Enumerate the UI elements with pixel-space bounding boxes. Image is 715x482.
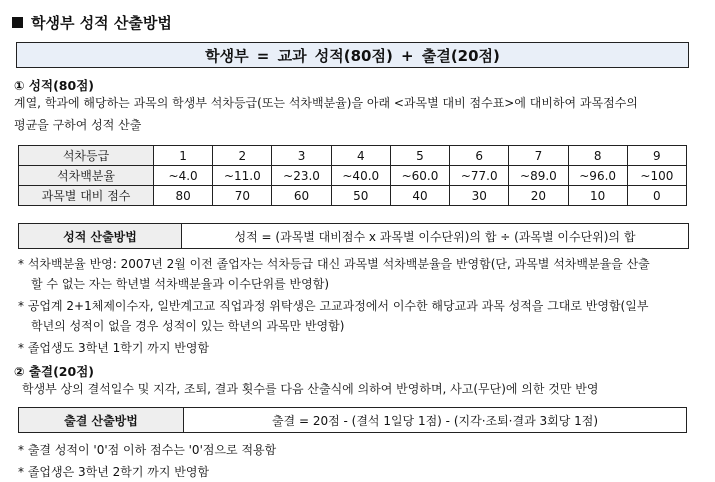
- table-cell: ~96.0: [568, 166, 627, 186]
- row-header: 석차등급: [19, 146, 154, 166]
- table-cell: 50: [331, 186, 390, 206]
- formula-text: 학생부 = 교과 성적(80점) + 출결(20점): [205, 46, 500, 65]
- table-cell: ~60.0: [390, 166, 449, 186]
- table-cell: 2: [213, 146, 272, 166]
- table-cell: 80: [154, 186, 213, 206]
- row-header: 과목별 대비 점수: [19, 186, 154, 206]
- table-cell: ~77.0: [450, 166, 509, 186]
- table-cell: 10: [568, 186, 627, 206]
- section2-heading: ② 출결(20점): [14, 364, 94, 379]
- table-cell: 70: [213, 186, 272, 206]
- table-cell: 8: [568, 146, 627, 166]
- section1-desc-line1: 계열, 학과에 해당하는 과목의 학생부 석차등급(또는 석차백분율)을 아래 <과목별 대비 점수표>에 대비하여 과목점수의: [14, 96, 638, 110]
- section1-description: [14, 92, 704, 136]
- table-cell: 3: [272, 146, 331, 166]
- table-cell: 4: [331, 146, 390, 166]
- note-item: * 출결 성적이 '0'점 이하 점수는 '0'점으로 적용함: [18, 443, 277, 457]
- note-line: 학년의 성적이 없을 경우 성적이 있는 학년의 과목만 반영함): [31, 319, 345, 333]
- section2-description: 학생부 상의 결석일수 및 지각, 조퇴, 결과 횟수를 다음 산출식에 의하여 반영하며, 사고(무단)에 의한 것만 반영: [22, 382, 599, 396]
- table-cell: ~4.0: [154, 166, 213, 186]
- note-line: * 공업계 2+1체제이수자, 일반계고교 직업과정 위탁생은 고교과정에서 이수한 해당교과 과목 성적을 그대로 반영함(일부: [18, 299, 649, 313]
- square-bullet-icon: [12, 17, 23, 28]
- table-cell: 7: [509, 146, 568, 166]
- table-cell: 1: [154, 146, 213, 166]
- note-line: 할 수 없는 자는 학년별 석차백분율과 이수단위를 반영함): [31, 277, 330, 291]
- note-line: * 졸업생도 3학년 1학기 까지 반영함: [18, 341, 210, 355]
- table-cell: ~40.0: [331, 166, 390, 186]
- page-title-text: 학생부 성적 산출방법: [31, 14, 172, 32]
- score-conversion-table: [18, 145, 687, 206]
- table-cell: ~23.0: [272, 166, 331, 186]
- note-item: [18, 254, 708, 294]
- attendance-method-box: [18, 407, 687, 433]
- note-item: [18, 296, 708, 336]
- table-cell: 6: [450, 146, 509, 166]
- section1-heading: ① 성적(80점): [14, 78, 94, 93]
- table-cell: 5: [390, 146, 449, 166]
- table-cell: 60: [272, 186, 331, 206]
- grade-method-label: 성적 산출방법: [19, 224, 182, 248]
- note-item: * 졸업생은 3학년 2학기 까지 반영함: [18, 465, 210, 479]
- table-cell: 0: [627, 186, 686, 206]
- table-cell: 30: [450, 186, 509, 206]
- grade-method-box: [18, 223, 689, 249]
- grade-method-formula: 성적 = (과목별 대비점수 x 과목별 이수단위)의 합 ÷ (과목별 이수단위)의 합: [234, 229, 636, 244]
- attendance-method-label: 출결 산출방법: [19, 408, 184, 432]
- page-title: [12, 12, 172, 33]
- note-item: [18, 338, 708, 358]
- table-cell: 40: [390, 186, 449, 206]
- section2-notes: [18, 440, 708, 482]
- section1-notes: [18, 254, 708, 358]
- table-row: [19, 166, 687, 186]
- table-cell: ~11.0: [213, 166, 272, 186]
- formula-box: [16, 42, 689, 68]
- table-cell: 9: [627, 146, 686, 166]
- table-cell: ~100: [627, 166, 686, 186]
- section1-desc-line2: 평균을 구하여 성적 산출: [14, 118, 142, 132]
- attendance-method-formula: 출결 = 20점 - (결석 1일당 1점) - (지각·조퇴·결과 3회당 1점): [271, 413, 599, 428]
- table-row: [19, 146, 687, 166]
- note-line: * 석차백분율 반영: 2007년 2월 이전 졸업자는 석차등급 대신 과목별 석차백분율을 반영함(단, 과목별 석차백분율을 산출: [18, 257, 650, 271]
- table-cell: 20: [509, 186, 568, 206]
- table-cell: ~89.0: [509, 166, 568, 186]
- row-header: 석차백분율: [19, 166, 154, 186]
- table-row: [19, 186, 687, 206]
